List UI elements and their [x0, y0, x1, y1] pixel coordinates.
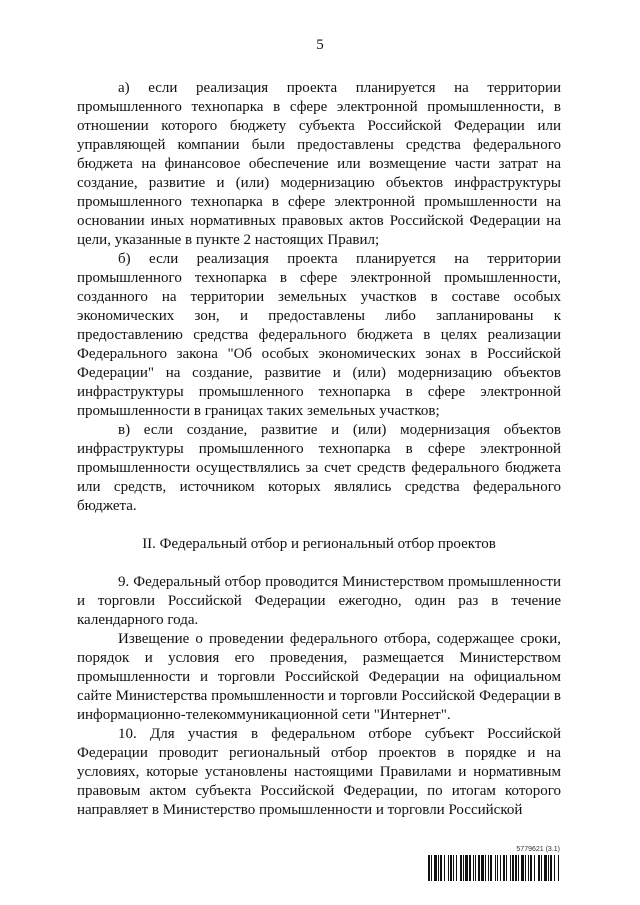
page-number: 5 [316, 37, 324, 53]
paragraph-notice: Извещение о проведении федерального отбора, содержащее сроки, порядок и условия его проведения, размещается Министерством промышленности и торговли Российской Федерации на официальном сайте Министерства промышленности и торговли Российской Федерации в информационно-телекоммуникационной сети "Интернет". [77, 631, 561, 723]
paragraph-9: 9. Федеральный отбор проводится Министерством промышленности и торговли Российской Федерации ежегодно, один раз в течение календарного года. [77, 574, 561, 628]
document-body [77, 79, 561, 820]
barcode-code: 5779621 (3.1) [516, 846, 560, 853]
barcode-image [428, 855, 560, 881]
paragraph-a: а) если реализация проекта планируется на территории промышленного технопарка в сфере электронной промышленности, в отношении которого бюджету субъекта Российской Федерации или управляющей компании были предоставлены средства федерального бюджета на финансовое обеспечение или возмещение части затрат на создание, развитие и (или) модернизацию объектов инфраструктуры промышленного технопарка в сфере электронной промышленности на основании иных нормативных правовых актов Российской Федерации на цели, указанные в пункте 2 настоящих Правил; [77, 80, 561, 248]
paragraph-b: б) если реализация проекта планируется на территории промышленного технопарка в сфере электронной промышленности, созданного на территории земельных участков в составе особых экономических зон, и предоставлены либо запланированы к предоставлению средства федерального бюджета в целях реализации Федерального закона "Об особых экономических зонах в Российской Федерации" на создание, развитие и (или) модернизацию объектов инфраструктуры промышленного технопарка в сфере электронной промышленности в границах таких земельных участков; [77, 251, 561, 419]
paragraph-c: в) если создание, развитие и (или) модернизация объектов инфраструктуры промышленного технопарка в сфере электронной промышленности осуществлялись за счет средств федерального бюджета или средств, источником которых являлись средства федерального бюджета. [77, 422, 561, 514]
barcode-block [428, 845, 560, 885]
paragraph-10: 10. Для участия в федеральном отборе субъект Российской Федерации проводит региональный отбор проектов в порядке и на условиях, которые установлены настоящими Правилами и нормативным правовым актом субъекта Российской Федерации, по итогам которого направляет в Министерство промышленности и торговли Российской [77, 726, 561, 818]
section-heading: II. Федеральный отбор и региональный отбор проектов [142, 536, 496, 552]
